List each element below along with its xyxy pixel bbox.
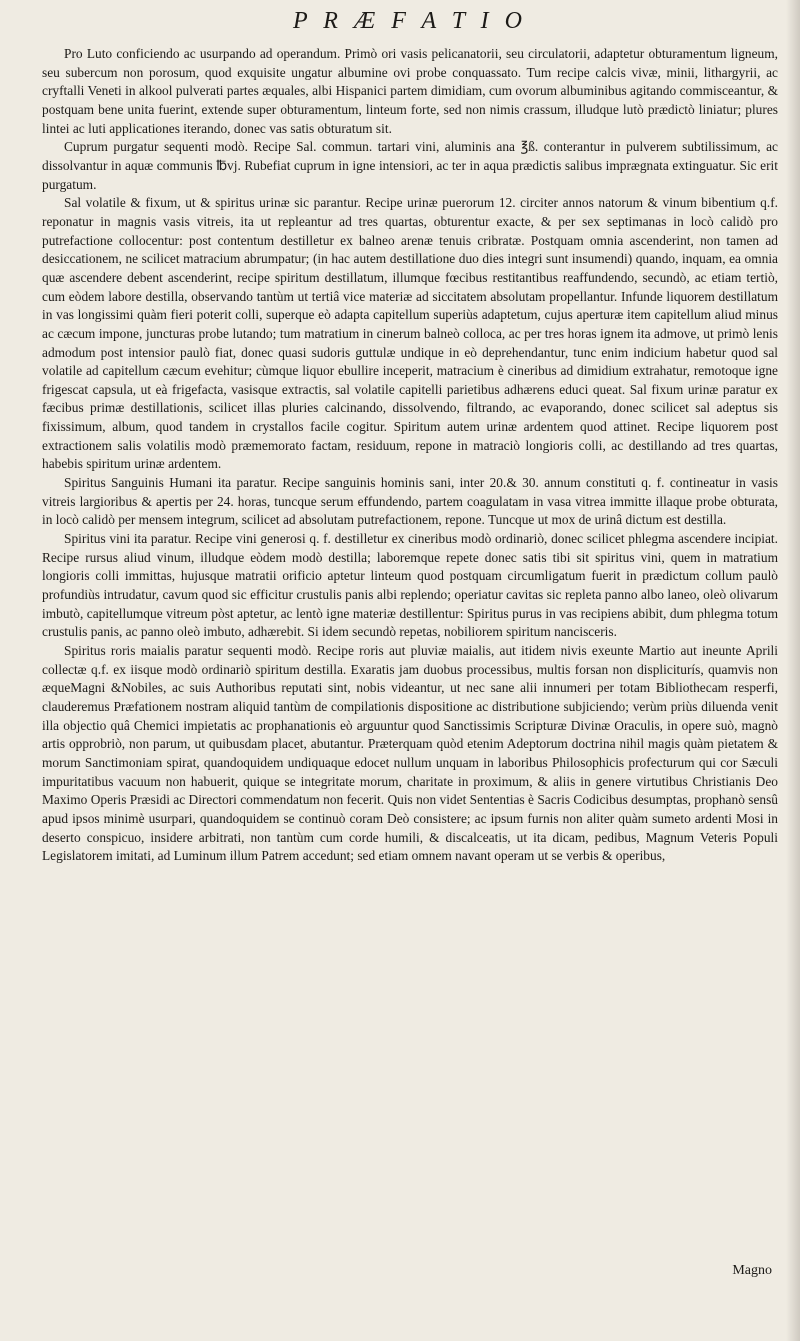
running-head: P R Æ F A T I O [293, 8, 527, 34]
paragraph-spiritus-sanguinis: Spiritus Sanguinis Humani ita paratur. Recipe sanguinis hominis sani, inter 20.& 30. annum constituti q. f. contineatur in vasis vitreis largioribus & apertis per 24. horas, tuncque serum effundendo, partem coagulatam in vasa vitrea immitte illaque probe obturata, in locò calidò per mensem integrum, scilicet ad absolutam putrefactionem, repone. Tuncque ut mox de urinâ dictum est destilla. [42, 475, 778, 528]
paragraph-cuprum: Cuprum purgatur sequenti modò. Recipe Sal. commun. tartari vini, aluminis ana ℥ß. conterantur in pulverem subtilissimum, ac dissolvantur in aquæ communis ℔vj. Rubefiat cuprum in igne intensiori, ac ter in aqua prædictis salibus imprægnata extinguatur. Sic erit purgatum. [42, 139, 778, 192]
paragraph-luto: Pro Luto conficiendo ac usurpando ad operandum. Primò ori vasis pelicanatorii, seu circulatorii, adaptetur obturamentum ligneum, seu subercum non porosum, quod exquisite ungatur albumine ovi probe conquassato. Tum recipe calcis vivæ, minii, lithargyrii, ac cryftalli Veneti in alkool pulverati partes æquales, albi Hispanici partem dimidiam, cum ovorum albuminibus agitando commisceantur, & postquam bene unita fuerint, extende super obturamentum, linteum forte, sed non nimis crassum, illudque lutò prædictò liniatur; plures lintei ac luti applicationes iterando, donec vas satis obturatum sit. [42, 46, 778, 136]
body-text [42, 45, 778, 866]
paragraph-spiritus-roris: Spiritus roris maialis paratur sequenti modò. Recipe roris aut pluviæ maialis, aut itidem nivis exeunte Martio aut ineunte Aprili collectæ q.f. ex iisque modò ordinariò spiritum destilla. Exaratis jam duobus processibus, multis forsan non displiciturís, quamvis non æqueMagni &Nobiles, ac suis Authoribus reputati sint, nobis videantur, ut nec sane alii innumeri per totam Bibliothecam resperfi, clauderemus Præfationem nostram aliquid tantùm de compilationis dispositione ac distributione subjiciendo; verùm priùs diluenda venit illa objectio quâ Chemici impietatis ac prophanationis eò arguuntur quod Sanctissimis Scripturæ Divinæ Oraculis, in opere suò, magnò artis opprobriò, non parum, ut quibusdam placet, abutantur. Præterquam quòd etenim Adeptorum doctrina nihil magis quàm pietatem & morum Sanctimoniam spirat, quandoquidem undiquaque edocet nullum unquam in laboribus Philosophicis profecturum qui cor Sæculi impuritatibus vacuum non habuerit, quique se integritate morum, charitate in proximum, & aliis in genere virtutibus Christianis Deo Maximo Operis Præsidi ac Directori commendatum non fecerit. Quis non videt Sententias è Sacris Codicibus desumptas, prophanò sensû apud ipsos minimè usurpari, quandoquidem se continuò coram Deò consistere; ac ipsum furnis non aliter quàm sumeto ardenti Mosi in deserto conspicuo, insidere arbitrati, non tantùm cum corde humili, & discalceatis, ut ita dicam, pedibus, Magnum Veteris Populi Legislatorem imitati, ad Luminum illum Patrem accedunt; sed etiam omnem navant operam ut se verbis & operibus, [42, 643, 778, 864]
page-edge-shadow [786, 0, 800, 1341]
paragraph-sal-volatile: Sal volatile & fixum, ut & spiritus urinæ sic parantur. Recipe urinæ puerorum 12. circiter annos natorum & vinum bibentium q.f. reponatur in magnis vasis vitreis, ita ut repleantur ad tres quartas, obturentur exacte, & per sex septimanas in locò calidò pro putrefactione collocentur: post contentum destilletur ex balneo arenæ tenuis cribratæ. Postquam omnia ascenderint, non tamen ad desiccationem, ne scilicet matracium abrumpatur; (in hac autem destillatione duo dies integri sunt insumendi) quando, inquam, ea omnia quæ ascendere debent ascenderint, recipe spiritum destillatum, illumque fœcibus restitantibus reaffundendo, secundò, ac etiam tertiò, cum eòdem labore destilla, observando tantùm ut tertiâ vice materiæ ad siccitatem absolutam propellantur. Infunde liquorem destillatum in vas longissimi quàm fieri poterit colli, superque eò adapta capitellum superiùs adaptetum, cujus aperturæ item capitellum aliud minus ac cæcum impone, juncturas probe lutando; tum matratium in cinerum balneò colloca, ac per tres horas ignem ita admove, ut primò lenis admodum post intensior paulò fiat, donec quasi sudoris guttulæ undique in eò deprehendantur, tunc enim indicium habetur quod sal volatile ad capitellum cæcum evehitur; cùmque liquor ebullire inceperit, matracium è cineribus ad dimidium extrahatur, remotoque igne frigescat capsula, ut eà frigefacta, vasisque extractis, sal volatile capitelli parietibus adhærens educi queat. Sal fixum urinæ paratur ex fæcibus primæ destillationis, scilicet illas pluries calcinando, dissolvendo, filtrando, ac evaporando, donec scilicet sal adeptus sis fixissimum, album, quod tandem in crystallos facile cogitur. Spiritum autem urinæ ardentem quod attinet. Recipe liquorem post extractionem salis volatilis modò præmemorato factam, residuum, repone in matraciò longioris colli, ac destillando ad tres quartas, habebis spiritum urinæ ardentem. [42, 195, 778, 472]
paragraph-spiritus-vini: Spiritus vini ita paratur. Recipe vini generosi q. f. destilletur ex cineribus modò ordinariò, donec scilicet phlegma ascendere incipiat. Recipe rursus aliud vinum, illudque eòdem modò destilla; laboremque repete donec satis tibi sit spiritus vini, quem in matratium longioris colli immittas, hujusque matratii orificio aptetur linteum quod postquam circumligatum fuerit in prædictum collum paulò profundiùs intrudatur, cavum quod sic efficitur crustulis panis albi replendo; operiatur cavitas sic repleta panno albo laneo, oleò olivarum imbutò, capitellumque vitreum pòst aptetur, ac lentò igne materiæ destillentur: Spiritus purus in vas recipiens abibit, dum phlegma totum crustulis panis, ac panno oleò imbuto, adhærebit. Si idem secundò repetas, nobiliorem spiritum nancisceris. [42, 531, 778, 640]
catchword: Magno [732, 1263, 772, 1278]
